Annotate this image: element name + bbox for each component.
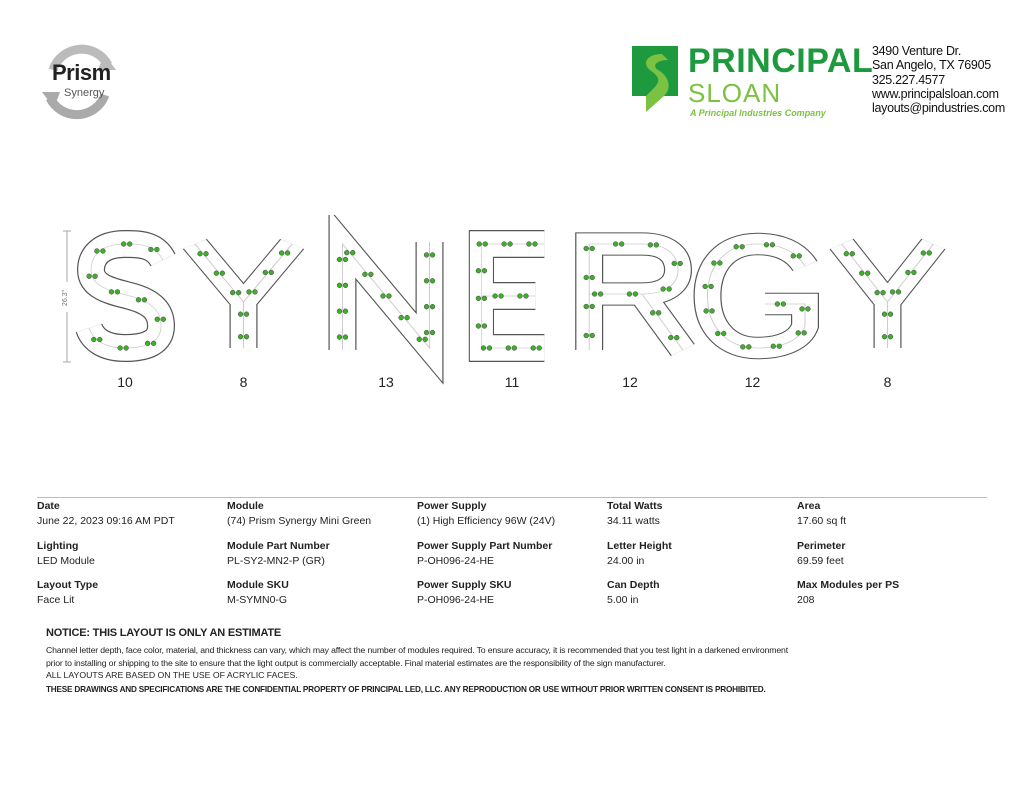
spec-field: [607, 579, 660, 607]
led-module-icon: [771, 344, 776, 349]
led-module-icon: [890, 289, 895, 294]
led-module-icon: [337, 309, 342, 314]
company-address: [872, 44, 1005, 115]
led-module-icon: [590, 333, 595, 338]
led-module-icon: [888, 312, 893, 317]
spec-label: Module Part Number: [227, 540, 330, 552]
led-module-icon: [337, 283, 342, 288]
led-module-icon: [230, 290, 235, 295]
led-module-icon: [337, 335, 342, 340]
spec-value: 17.60 sq ft: [797, 515, 847, 527]
led-module-icon: [343, 335, 348, 340]
spec-field: [37, 500, 175, 528]
led-module-icon: [717, 261, 722, 266]
spec-label: Power Supply Part Number: [417, 540, 553, 552]
led-module-icon: [87, 274, 92, 279]
prism-logo-sub: Synergy: [64, 87, 105, 99]
led-module-icon: [424, 278, 429, 283]
led-module-icon: [424, 304, 429, 309]
spec-field: [607, 540, 672, 568]
led-module-icon: [476, 296, 481, 301]
spec-value: 208: [797, 594, 815, 606]
address-street: 3490 Venture Dr.: [872, 44, 962, 58]
led-module-icon: [806, 307, 811, 312]
led-module-icon: [238, 312, 243, 317]
led-module-icon: [592, 292, 597, 297]
led-module-icon: [244, 312, 249, 317]
led-module-icon: [619, 242, 624, 247]
led-module-icon: [912, 270, 917, 275]
led-module-icon: [502, 242, 507, 247]
led-module-icon: [613, 242, 618, 247]
address-email[interactable]: layouts@pindustries.com: [872, 101, 1005, 116]
spec-value: PL-SY2-MN2-P (GR): [227, 555, 325, 567]
divider: [37, 497, 987, 498]
led-module-icon: [198, 251, 203, 256]
spec-value: 5.00 in: [607, 594, 639, 606]
principal-sloan-logo-icon: [632, 46, 678, 112]
led-module-icon: [654, 242, 659, 247]
led-module-icon: [142, 297, 147, 302]
spec-value: Face Lit: [37, 594, 75, 606]
led-module-icon: [220, 271, 225, 276]
led-module-icon: [598, 292, 603, 297]
spec-label: Area: [797, 500, 821, 512]
led-module-icon: [710, 309, 715, 314]
spec-label: Module: [227, 500, 264, 512]
led-module-icon: [430, 278, 435, 283]
led-module-icon: [482, 268, 487, 273]
led-module-icon: [204, 251, 209, 256]
led-module-icon: [95, 249, 100, 254]
led-module-icon: [906, 270, 911, 275]
led-module-icon: [244, 334, 249, 339]
led-module-icon: [91, 337, 96, 342]
led-module-icon: [656, 310, 661, 315]
company-name-principal: PRINCIPAL: [688, 42, 874, 80]
spec-field: [227, 500, 371, 528]
led-module-icon: [844, 251, 849, 256]
led-module-icon: [590, 304, 595, 309]
led-module-icon: [337, 257, 342, 262]
led-module-icon: [734, 244, 739, 249]
led-module-icon: [746, 345, 751, 350]
led-module-icon: [124, 346, 129, 351]
led-module-icon: [584, 333, 589, 338]
led-module-icon: [487, 346, 492, 351]
led-module-icon: [145, 341, 150, 346]
led-module-icon: [703, 284, 708, 289]
letter-g: [703, 242, 811, 349]
led-module-icon: [263, 270, 268, 275]
notice-confidential: THESE DRAWINGS AND SPECIFICATIONS ARE THE CONFIDENTIAL PROPERTY OF PRINCIPAL LED, LLC. ANY REPRODUCTION OR USE WITHOUT PRIOR WRITTEN CONSENT IS PROHIBITED.: [46, 684, 766, 694]
led-module-icon: [802, 330, 807, 335]
letter-module-count: 11: [504, 374, 520, 390]
led-module-icon: [285, 251, 290, 256]
led-module-icon: [493, 294, 498, 299]
led-module-icon: [888, 334, 893, 339]
led-module-icon: [781, 302, 786, 307]
spec-label: Max Modules per PS: [797, 579, 900, 591]
led-module-icon: [881, 290, 886, 295]
led-module-icon: [524, 294, 529, 299]
spec-value: (1) High Efficiency 96W (24V): [417, 515, 556, 527]
led-module-icon: [214, 271, 219, 276]
height-dimension: [62, 231, 72, 362]
notice-title: NOTICE: THIS LAYOUT IS ONLY AN ESTIMATE: [46, 627, 282, 639]
spec-field: [607, 500, 662, 528]
led-module-icon: [118, 346, 123, 351]
letter-r: [584, 242, 683, 350]
letter-module-count: 13: [378, 374, 394, 390]
spec-value: 69.59 feet: [797, 555, 844, 567]
led-module-icon: [93, 274, 98, 279]
led-module-icon: [238, 334, 243, 339]
led-module-icon: [797, 254, 802, 259]
channel-letter-layout: [0, 215, 1024, 395]
spec-field: [797, 540, 845, 568]
letter-y: [842, 244, 934, 348]
led-module-icon: [921, 251, 926, 256]
address-website[interactable]: www.principalsloan.com: [872, 86, 999, 101]
led-module-icon: [518, 294, 523, 299]
led-module-icon: [430, 253, 435, 258]
led-module-icon: [672, 261, 677, 266]
led-module-icon: [650, 310, 655, 315]
led-module-icon: [775, 302, 780, 307]
spec-label: Letter Height: [607, 540, 672, 552]
led-module-icon: [477, 242, 482, 247]
led-module-icon: [343, 283, 348, 288]
led-module-icon: [721, 331, 726, 336]
spec-field: [417, 500, 555, 528]
led-module-icon: [399, 315, 404, 320]
led-module-icon: [405, 315, 410, 320]
led-module-icon: [674, 335, 679, 340]
letter-module-count: 12: [744, 374, 761, 390]
letter-outline: [89, 244, 163, 348]
led-module-icon: [584, 246, 589, 251]
letter-s: [87, 242, 166, 351]
company-name-sloan: SLOAN: [688, 78, 782, 108]
spec-label: Perimeter: [797, 540, 846, 552]
led-module-icon: [148, 247, 153, 252]
led-module-icon: [362, 272, 367, 277]
spec-value: 34.11 watts: [607, 515, 660, 527]
led-module-icon: [344, 250, 349, 255]
spec-field: [417, 579, 512, 607]
led-module-icon: [927, 251, 932, 256]
led-module-icon: [115, 289, 120, 294]
notice-section: [46, 627, 806, 694]
led-module-icon: [627, 292, 632, 297]
led-module-icon: [740, 345, 745, 350]
spec-label: Module SKU: [227, 579, 289, 591]
height-dimension-label: 26.3": [62, 289, 69, 307]
led-module-icon: [875, 290, 880, 295]
spec-field: [417, 540, 552, 568]
letter-outline: [589, 244, 683, 350]
led-module-icon: [483, 242, 488, 247]
company-tagline: A Principal Industries Company: [690, 108, 826, 118]
led-module-icon: [387, 294, 392, 299]
led-module-icon: [896, 289, 901, 294]
led-module-icon: [709, 284, 714, 289]
letter-e: [476, 242, 544, 351]
led-module-icon: [715, 331, 720, 336]
led-module-icon: [512, 346, 517, 351]
spec-label: Power Supply SKU: [417, 579, 512, 591]
led-module-icon: [508, 242, 513, 247]
led-module-icon: [136, 297, 141, 302]
led-module-icon: [796, 330, 801, 335]
spec-field: [37, 540, 95, 568]
led-module-icon: [506, 346, 511, 351]
led-module-icon: [476, 268, 481, 273]
led-module-icon: [482, 296, 487, 301]
spec-value: LED Module: [37, 555, 95, 567]
led-module-icon: [121, 242, 126, 247]
led-module-icon: [109, 289, 114, 294]
led-module-icon: [127, 242, 132, 247]
prism-logo-word: Prism: [52, 60, 111, 85]
led-module-icon: [424, 330, 429, 335]
letter-module-count: 12: [622, 374, 638, 390]
spec-value: P-OH096-24-HE: [417, 555, 495, 567]
led-module-icon: [253, 289, 258, 294]
led-module-icon: [531, 346, 536, 351]
led-module-icon: [269, 270, 274, 275]
notice-body: Channel letter depth, face color, material, and thickness can vary, which may affect the number of modules required. To ensure accuracy, it is recommended that you test light in a darkened environment prior to installing or shipping to the site to ensure that the light output is commercially acceptable. Final material estimates are the responsibility of the sign manufacturer.: [46, 645, 788, 668]
spec-value: June 22, 2023 09:16 AM PDT: [37, 515, 175, 527]
spec-label: Can Depth: [607, 579, 660, 591]
spec-field: [37, 579, 98, 607]
spec-field: [227, 579, 289, 607]
spec-value: M-SYMN0-G: [227, 594, 288, 606]
spec-label: Power Supply: [417, 500, 487, 512]
letter-y: [195, 244, 292, 348]
led-module-icon: [711, 261, 716, 266]
led-module-icon: [343, 257, 348, 262]
spec-label: Layout Type: [37, 579, 99, 591]
led-module-icon: [424, 253, 429, 258]
led-module-icon: [533, 242, 538, 247]
spec-value: P-OH096-24-HE: [417, 594, 495, 606]
led-module-icon: [481, 346, 486, 351]
led-module-icon: [343, 309, 348, 314]
led-module-icon: [499, 294, 504, 299]
led-module-icon: [527, 242, 532, 247]
led-module-icon: [381, 294, 386, 299]
led-module-icon: [791, 254, 796, 259]
led-module-icon: [704, 309, 709, 314]
address-phone: 325.227.4577: [872, 72, 945, 87]
led-module-icon: [882, 312, 887, 317]
led-module-icon: [661, 287, 666, 292]
led-module-icon: [648, 242, 653, 247]
spec-label: Date: [37, 500, 60, 512]
led-module-icon: [430, 330, 435, 335]
led-module-icon: [537, 346, 542, 351]
led-module-icon: [482, 324, 487, 329]
led-module-icon: [423, 337, 428, 342]
led-module-icon: [161, 317, 166, 322]
letter-n: [337, 242, 435, 350]
letter-module-count: 8: [883, 374, 892, 390]
letter-module-count: 10: [117, 374, 133, 390]
led-module-icon: [850, 251, 855, 256]
led-module-icon: [247, 289, 252, 294]
led-module-icon: [777, 344, 782, 349]
spec-field: [797, 500, 846, 528]
led-module-icon: [97, 337, 102, 342]
led-module-icon: [667, 287, 672, 292]
led-module-icon: [668, 335, 673, 340]
led-module-icon: [740, 244, 745, 249]
spec-field: [227, 540, 330, 568]
spec-value: 24.00 in: [607, 555, 645, 567]
spec-label: Lighting: [37, 540, 79, 552]
led-module-icon: [800, 307, 805, 312]
led-module-icon: [430, 304, 435, 309]
led-module-icon: [633, 292, 638, 297]
led-module-icon: [764, 242, 769, 247]
led-module-icon: [770, 242, 775, 247]
led-module-icon: [590, 275, 595, 280]
led-module-icon: [590, 246, 595, 251]
led-module-icon: [584, 275, 589, 280]
led-module-icon: [882, 334, 887, 339]
notice-acrylic: ALL LAYOUTS ARE BASED ON THE USE OF ACRYLIC FACES.: [46, 670, 298, 680]
led-module-icon: [368, 272, 373, 277]
led-module-icon: [236, 290, 241, 295]
led-module-icon: [279, 251, 284, 256]
spec-label: Total Watts: [607, 500, 663, 512]
letter-module-count: 8: [239, 374, 248, 390]
led-module-icon: [859, 271, 864, 276]
led-module-icon: [476, 324, 481, 329]
led-module-icon: [151, 341, 156, 346]
led-module-icon: [154, 247, 159, 252]
led-module-icon: [350, 250, 355, 255]
led-module-icon: [155, 317, 160, 322]
led-module-icon: [101, 249, 106, 254]
address-city: San Angelo, TX 76905: [872, 58, 991, 73]
spec-value: (74) Prism Synergy Mini Green: [227, 515, 372, 527]
spec-field: [797, 579, 899, 607]
led-module-icon: [417, 337, 422, 342]
led-module-icon: [865, 271, 870, 276]
led-module-icon: [584, 304, 589, 309]
led-module-icon: [678, 261, 683, 266]
